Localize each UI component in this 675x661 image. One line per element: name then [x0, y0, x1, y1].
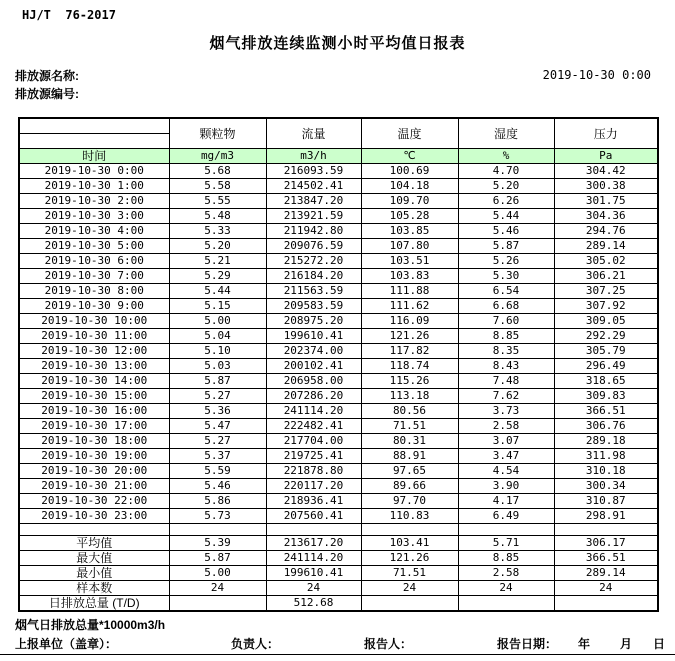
- value-cell: 5.58: [169, 179, 266, 194]
- value-cell: 8.85: [458, 329, 554, 344]
- value-cell: 7.48: [458, 374, 554, 389]
- data-row: [19, 404, 658, 419]
- value-cell: 289.18: [554, 434, 658, 449]
- source-name-label: 排放源名称:: [15, 69, 79, 83]
- data-row: [19, 299, 658, 314]
- value-cell: 211942.80: [266, 224, 361, 239]
- value-cell: 5.68: [169, 164, 266, 179]
- data-row: [19, 179, 658, 194]
- summary-label-cell: 样本数: [19, 581, 169, 596]
- value-cell: 305.79: [554, 344, 658, 359]
- summary-value-cell: 512.68: [266, 596, 361, 612]
- value-cell: 105.28: [361, 209, 458, 224]
- value-cell: 5.27: [169, 434, 266, 449]
- value-cell: 5.36: [169, 404, 266, 419]
- header-rows: [19, 118, 658, 164]
- summary-value-cell: 121.26: [361, 551, 458, 566]
- value-cell: 5.21: [169, 254, 266, 269]
- unit-cell-flow: m3/h: [266, 149, 361, 164]
- total-emission-note: 烟气日排放总量*10000m3/h: [15, 618, 166, 632]
- time-cell: 2019-10-30 11:00: [19, 329, 169, 344]
- value-cell: 104.18: [361, 179, 458, 194]
- value-cell: 5.27: [169, 389, 266, 404]
- time-cell: 2019-10-30 18:00: [19, 434, 169, 449]
- time-cell: 2019-10-30 1:00: [19, 179, 169, 194]
- time-cell: 2019-10-30 19:00: [19, 449, 169, 464]
- summary-label-cell: 日排放总量 (T/D): [19, 596, 169, 612]
- summary-value-cell: 5.71: [458, 536, 554, 551]
- value-cell: 208975.20: [266, 314, 361, 329]
- data-row: [19, 284, 658, 299]
- column-header-particulate: 颗粒物: [169, 118, 266, 149]
- data-row: [19, 479, 658, 494]
- value-cell: 5.59: [169, 464, 266, 479]
- corner-cell-bottom: [19, 134, 169, 149]
- value-cell: 5.37: [169, 449, 266, 464]
- value-cell: 209583.59: [266, 299, 361, 314]
- spacer-cell: [19, 524, 169, 536]
- column-header-temperature: 温度: [361, 118, 458, 149]
- value-cell: 216184.20: [266, 269, 361, 284]
- summary-value-cell: 24: [458, 581, 554, 596]
- value-cell: 5.44: [458, 209, 554, 224]
- summary-value-cell: [361, 596, 458, 612]
- value-cell: 216093.59: [266, 164, 361, 179]
- summary-value-cell: 24: [554, 581, 658, 596]
- summary-value-cell: [169, 596, 266, 612]
- value-cell: 222482.41: [266, 419, 361, 434]
- time-cell: 2019-10-30 6:00: [19, 254, 169, 269]
- summary-value-cell: 103.41: [361, 536, 458, 551]
- time-cell: 2019-10-30 10:00: [19, 314, 169, 329]
- summary-label-cell: 最大值: [19, 551, 169, 566]
- summary-row: [19, 581, 658, 596]
- summary-label-cell: 最小值: [19, 566, 169, 581]
- value-cell: 366.51: [554, 404, 658, 419]
- value-cell: 5.44: [169, 284, 266, 299]
- value-cell: 5.20: [458, 179, 554, 194]
- value-cell: 3.73: [458, 404, 554, 419]
- spacer-section: [19, 524, 658, 536]
- value-cell: 296.49: [554, 359, 658, 374]
- time-cell: 2019-10-30 12:00: [19, 344, 169, 359]
- data-row: [19, 254, 658, 269]
- value-cell: 306.76: [554, 419, 658, 434]
- spacer-cell: [554, 524, 658, 536]
- value-cell: 304.42: [554, 164, 658, 179]
- data-row: [19, 329, 658, 344]
- data-row: [19, 464, 658, 479]
- data-row: [19, 434, 658, 449]
- value-cell: 5.20: [169, 239, 266, 254]
- summary-row: [19, 566, 658, 581]
- data-row: [19, 224, 658, 239]
- data-row: [19, 494, 658, 509]
- summary-value-cell: 213617.20: [266, 536, 361, 551]
- time-cell: 2019-10-30 23:00: [19, 509, 169, 524]
- spacer-cell: [169, 524, 266, 536]
- value-cell: 7.62: [458, 389, 554, 404]
- value-cell: 5.46: [458, 224, 554, 239]
- value-cell: 214502.41: [266, 179, 361, 194]
- value-cell: 221878.80: [266, 464, 361, 479]
- value-cell: 307.92: [554, 299, 658, 314]
- value-cell: 88.91: [361, 449, 458, 464]
- value-cell: 206958.00: [266, 374, 361, 389]
- month-label: 月: [620, 637, 633, 651]
- corner-cell-top: [19, 118, 169, 134]
- value-cell: 5.15: [169, 299, 266, 314]
- value-cell: 209076.59: [266, 239, 361, 254]
- value-cell: 117.82: [361, 344, 458, 359]
- value-cell: 89.66: [361, 479, 458, 494]
- value-cell: 202374.00: [266, 344, 361, 359]
- value-cell: 111.88: [361, 284, 458, 299]
- time-cell: 2019-10-30 21:00: [19, 479, 169, 494]
- value-cell: 298.91: [554, 509, 658, 524]
- value-cell: 307.25: [554, 284, 658, 299]
- value-cell: 5.26: [458, 254, 554, 269]
- spacer-cell: [458, 524, 554, 536]
- value-cell: 292.29: [554, 329, 658, 344]
- data-rows: [19, 164, 658, 524]
- summary-value-cell: 241114.20: [266, 551, 361, 566]
- time-cell: 2019-10-30 3:00: [19, 209, 169, 224]
- time-cell: 2019-10-30 16:00: [19, 404, 169, 419]
- summary-value-cell: [554, 596, 658, 612]
- column-header-humidity: 湿度: [458, 118, 554, 149]
- value-cell: 4.54: [458, 464, 554, 479]
- summary-value-cell: 289.14: [554, 566, 658, 581]
- value-cell: 107.80: [361, 239, 458, 254]
- time-cell: 2019-10-30 9:00: [19, 299, 169, 314]
- source-code-label: 排放源编号:: [15, 87, 79, 101]
- time-cell: 2019-10-30 22:00: [19, 494, 169, 509]
- data-row: [19, 314, 658, 329]
- summary-value-cell: 366.51: [554, 551, 658, 566]
- data-row: [19, 344, 658, 359]
- data-row: [19, 209, 658, 224]
- value-cell: 118.74: [361, 359, 458, 374]
- summary-value-cell: 71.51: [361, 566, 458, 581]
- value-cell: 5.46: [169, 479, 266, 494]
- value-cell: 6.49: [458, 509, 554, 524]
- summary-value-cell: 306.17: [554, 536, 658, 551]
- time-cell: 2019-10-30 2:00: [19, 194, 169, 209]
- value-cell: 5.87: [169, 374, 266, 389]
- value-cell: 3.47: [458, 449, 554, 464]
- summary-row: [19, 551, 658, 566]
- value-cell: 3.90: [458, 479, 554, 494]
- value-cell: 5.29: [169, 269, 266, 284]
- time-cell: 2019-10-30 13:00: [19, 359, 169, 374]
- report-unit-label: 上报单位（盖章）：: [15, 637, 118, 651]
- time-cell: 2019-10-30 5:00: [19, 239, 169, 254]
- summary-value-cell: 5.87: [169, 551, 266, 566]
- value-cell: 71.51: [361, 419, 458, 434]
- value-cell: 7.60: [458, 314, 554, 329]
- value-cell: 301.75: [554, 194, 658, 209]
- value-cell: 213921.59: [266, 209, 361, 224]
- value-cell: 318.65: [554, 374, 658, 389]
- value-cell: 6.68: [458, 299, 554, 314]
- time-cell: 2019-10-30 0:00: [19, 164, 169, 179]
- summary-value-cell: 5.00: [169, 566, 266, 581]
- value-cell: 310.18: [554, 464, 658, 479]
- year-label: 年: [578, 637, 591, 651]
- bottom-rule: [0, 654, 675, 655]
- value-cell: 310.87: [554, 494, 658, 509]
- value-cell: 217704.00: [266, 434, 361, 449]
- time-cell: 2019-10-30 7:00: [19, 269, 169, 284]
- value-cell: 220117.20: [266, 479, 361, 494]
- value-cell: 6.26: [458, 194, 554, 209]
- column-header-flow: 流量: [266, 118, 361, 149]
- value-cell: 219725.41: [266, 449, 361, 464]
- value-cell: 103.83: [361, 269, 458, 284]
- value-cell: 5.30: [458, 269, 554, 284]
- value-cell: 121.26: [361, 329, 458, 344]
- value-cell: 200102.41: [266, 359, 361, 374]
- value-cell: 110.83: [361, 509, 458, 524]
- spacer-row: [19, 524, 658, 536]
- data-row: [19, 374, 658, 389]
- value-cell: 241114.20: [266, 404, 361, 419]
- value-cell: 8.43: [458, 359, 554, 374]
- unit-cell-particulate: mg/m3: [169, 149, 266, 164]
- report-table: [18, 117, 659, 612]
- value-cell: 97.70: [361, 494, 458, 509]
- value-cell: 300.38: [554, 179, 658, 194]
- time-cell: 2019-10-30 15:00: [19, 389, 169, 404]
- value-cell: 100.69: [361, 164, 458, 179]
- data-row: [19, 419, 658, 434]
- summary-value-cell: 5.39: [169, 536, 266, 551]
- value-cell: 5.87: [458, 239, 554, 254]
- value-cell: 5.03: [169, 359, 266, 374]
- units-row: [19, 149, 658, 164]
- day-label: 日: [653, 637, 666, 651]
- value-cell: 5.10: [169, 344, 266, 359]
- data-row: [19, 164, 658, 179]
- summary-row: [19, 596, 658, 612]
- value-cell: 103.51: [361, 254, 458, 269]
- value-cell: 213847.20: [266, 194, 361, 209]
- summary-value-cell: 24: [361, 581, 458, 596]
- value-cell: 304.36: [554, 209, 658, 224]
- value-cell: 211563.59: [266, 284, 361, 299]
- standard-number: HJ/T 76-2017: [22, 8, 116, 22]
- spacer-cell: [266, 524, 361, 536]
- value-cell: 5.73: [169, 509, 266, 524]
- value-cell: 8.35: [458, 344, 554, 359]
- value-cell: 5.00: [169, 314, 266, 329]
- value-cell: 305.02: [554, 254, 658, 269]
- value-cell: 294.76: [554, 224, 658, 239]
- summary-value-cell: 24: [169, 581, 266, 596]
- value-cell: 115.26: [361, 374, 458, 389]
- value-cell: 5.47: [169, 419, 266, 434]
- report-date-label: 报告日期：: [497, 637, 558, 651]
- summary-value-cell: 199610.41: [266, 566, 361, 581]
- value-cell: 111.62: [361, 299, 458, 314]
- time-cell: 2019-10-30 8:00: [19, 284, 169, 299]
- value-cell: 215272.20: [266, 254, 361, 269]
- value-cell: 97.65: [361, 464, 458, 479]
- value-cell: 5.86: [169, 494, 266, 509]
- value-cell: 199610.41: [266, 329, 361, 344]
- time-cell: 2019-10-30 14:00: [19, 374, 169, 389]
- value-cell: 3.07: [458, 434, 554, 449]
- value-cell: 80.56: [361, 404, 458, 419]
- value-cell: 207286.20: [266, 389, 361, 404]
- reporter-label: 报告人：: [364, 637, 413, 651]
- summary-value-cell: 8.85: [458, 551, 554, 566]
- value-cell: 311.98: [554, 449, 658, 464]
- value-cell: 4.70: [458, 164, 554, 179]
- summary-value-cell: 2.58: [458, 566, 554, 581]
- responsible-person-label: 负责人：: [231, 637, 280, 651]
- summary-rows: [19, 536, 658, 612]
- value-cell: 306.21: [554, 269, 658, 284]
- unit-cell-pressure: Pa: [554, 149, 658, 164]
- data-row: [19, 509, 658, 524]
- page-title: 烟气排放连续监测小时平均值日报表: [209, 35, 466, 52]
- time-cell: 2019-10-30 17:00: [19, 419, 169, 434]
- value-cell: 5.04: [169, 329, 266, 344]
- value-cell: 5.48: [169, 209, 266, 224]
- data-row: [19, 359, 658, 374]
- spacer-cell: [361, 524, 458, 536]
- unit-cell-humidity: %: [458, 149, 554, 164]
- summary-value-cell: [458, 596, 554, 612]
- column-header-pressure: 压力: [554, 118, 658, 149]
- value-cell: 300.34: [554, 479, 658, 494]
- time-cell: 2019-10-30 4:00: [19, 224, 169, 239]
- value-cell: 113.18: [361, 389, 458, 404]
- value-cell: 4.17: [458, 494, 554, 509]
- data-row: [19, 269, 658, 284]
- value-cell: 109.70: [361, 194, 458, 209]
- summary-label-cell: 平均值: [19, 536, 169, 551]
- data-row: [19, 449, 658, 464]
- value-cell: 5.55: [169, 194, 266, 209]
- value-cell: 80.31: [361, 434, 458, 449]
- data-row: [19, 389, 658, 404]
- time-cell: 2019-10-30 20:00: [19, 464, 169, 479]
- value-cell: 309.83: [554, 389, 658, 404]
- value-cell: 116.09: [361, 314, 458, 329]
- data-row: [19, 239, 658, 254]
- data-row: [19, 194, 658, 209]
- value-cell: 6.54: [458, 284, 554, 299]
- time-header-cell: 时间: [19, 149, 169, 164]
- value-cell: 207560.41: [266, 509, 361, 524]
- summary-row: [19, 536, 658, 551]
- value-cell: 103.85: [361, 224, 458, 239]
- report-datetime: 2019-10-30 0:00: [542, 68, 651, 82]
- value-cell: 2.58: [458, 419, 554, 434]
- value-cell: 309.05: [554, 314, 658, 329]
- unit-cell-temperature: ℃: [361, 149, 458, 164]
- value-cell: 218936.41: [266, 494, 361, 509]
- summary-value-cell: 24: [266, 581, 361, 596]
- pollutant-header-row: [19, 118, 658, 134]
- value-cell: 289.14: [554, 239, 658, 254]
- value-cell: 5.33: [169, 224, 266, 239]
